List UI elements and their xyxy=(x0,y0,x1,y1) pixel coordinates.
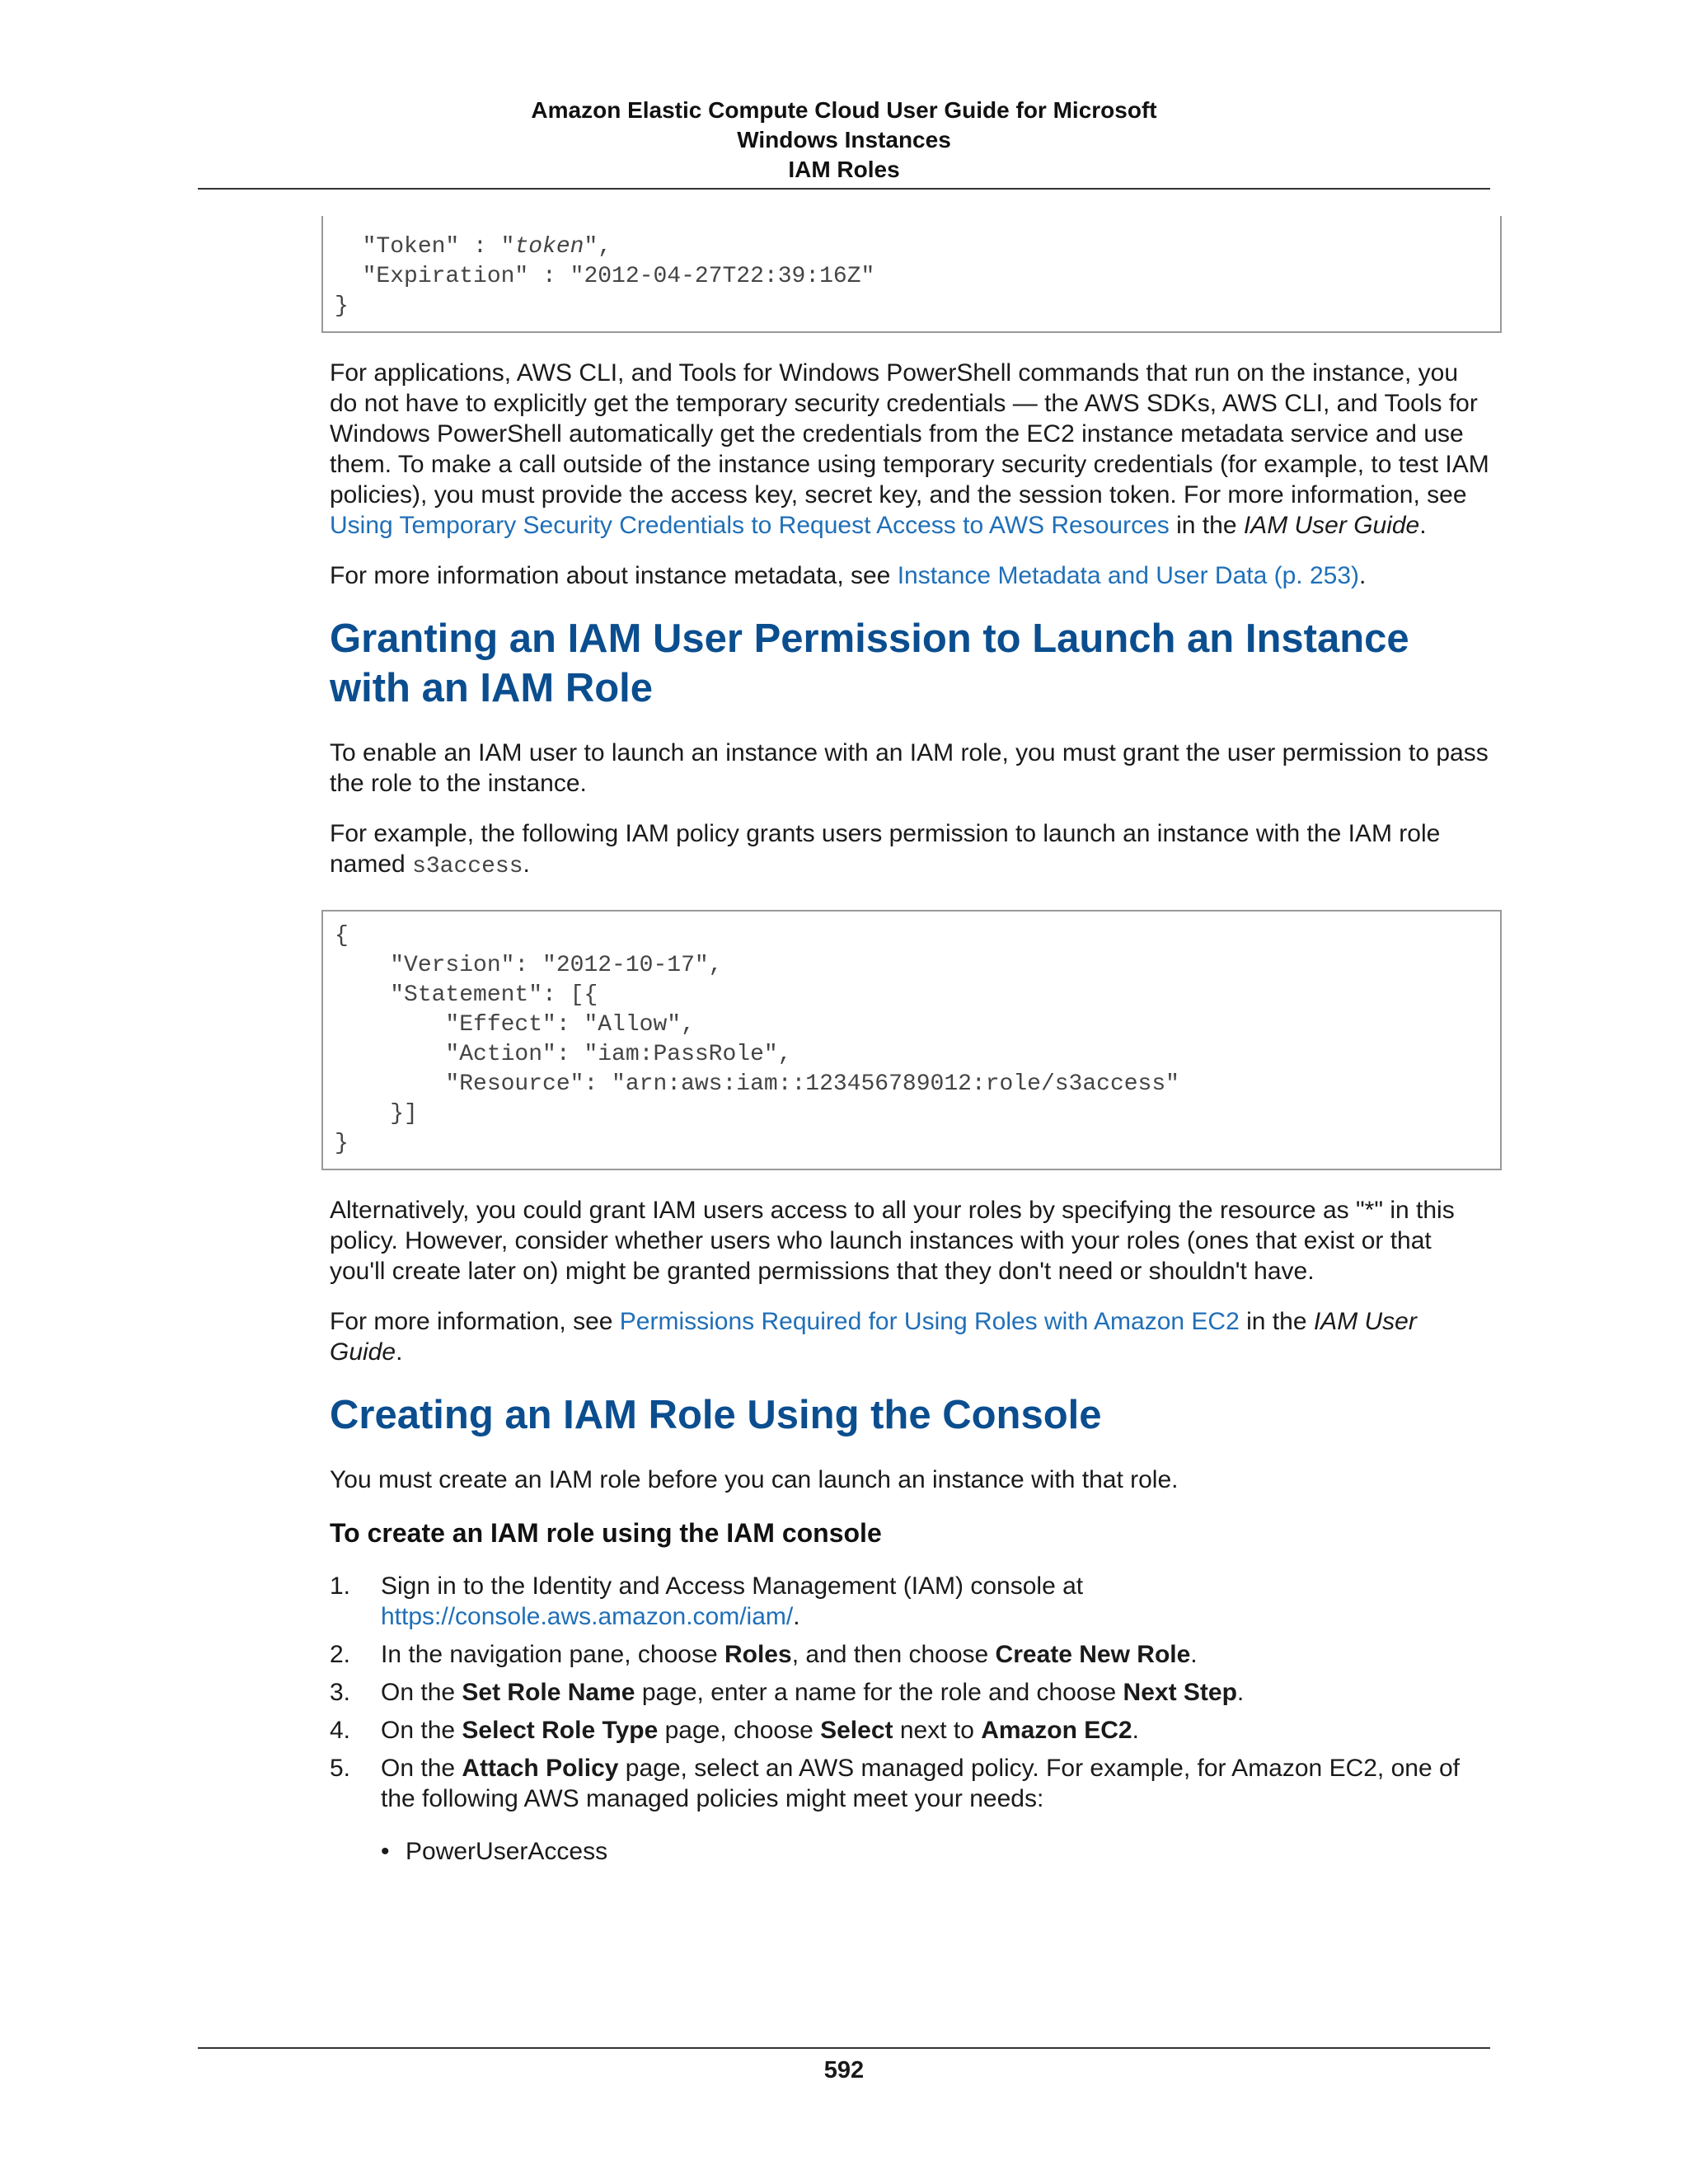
header-line-2: Windows Instances xyxy=(737,127,951,152)
code-line: } xyxy=(335,293,349,319)
page-number: 592 xyxy=(823,2057,865,2083)
page-header xyxy=(198,96,1490,185)
heading-granting-permission: Granting an IAM User Permission to Launch an Instance with an IAM Role xyxy=(330,616,1409,710)
code-line: ", xyxy=(584,234,612,260)
code-line: }] xyxy=(335,1101,418,1127)
code-block-credentials xyxy=(321,216,1502,333)
procedure-title: To create an IAM role using the IAM console xyxy=(330,1518,882,1548)
footer-rule xyxy=(198,2047,1490,2049)
bullet-icon: • xyxy=(381,1838,390,1865)
code-line: { xyxy=(335,923,349,949)
italic-guide-title: IAM User Guide xyxy=(330,1308,1417,1366)
code-line: "Action": "iam:PassRole", xyxy=(335,1042,792,1067)
paragraph-alternative: Alternatively, you could grant IAM users access to all your roles by specifying the resource as "*" in this policy. However, consider whether users who launch instances with your roles (ones that exist or that you'll create later on) might be granted permissions that they don't need or shouldn't have. xyxy=(330,1197,1455,1285)
step-1: 1. Sign in to the Identity and Access Management (IAM) console at https://console.aws.amazon.com/iam/. xyxy=(330,1572,1084,1630)
header-line-3: IAM Roles xyxy=(788,157,900,182)
link-temporary-credentials[interactable]: Using Temporary Security Credentials to Request Access to AWS Resources xyxy=(330,512,1170,539)
link-iam-console[interactable]: https://console.aws.amazon.com/iam/ xyxy=(381,1603,794,1630)
paragraph-metadata: For more information about instance metadata, see Instance Metadata and User Data (p. 253). xyxy=(330,562,1367,589)
paragraph-policy-example: For example, the following IAM policy grants users permission to launch an instance with the IAM role named s3access. xyxy=(330,820,1441,879)
link-instance-metadata[interactable]: Instance Metadata and User Data (p. 253) xyxy=(897,562,1360,589)
bullet-item xyxy=(330,1836,1492,1867)
page-content xyxy=(330,216,1492,1867)
procedure-steps xyxy=(330,1571,1492,1814)
code-line: "Statement": [{ xyxy=(335,982,598,1008)
header-line-1: Amazon Elastic Compute Cloud User Guide for Microsoft xyxy=(531,97,1157,123)
code-line: } xyxy=(335,1131,349,1156)
code-line: "Expiration" : "2012-04-27T22:39:16Z" xyxy=(335,264,875,289)
italic-guide-title: IAM User Guide xyxy=(1243,512,1420,539)
step-3: 3. On the Set Role Name page, enter a name for the role and choose Next Step. xyxy=(330,1679,1245,1706)
step-2: 2. In the navigation pane, choose Roles, and then choose Create New Role. xyxy=(330,1641,1198,1668)
code-line: "Resource": "arn:aws:iam::123456789012:role/s3access" xyxy=(335,1071,1179,1097)
code-line: "Effect": "Allow", xyxy=(335,1012,695,1038)
code-block-policy xyxy=(321,910,1502,1170)
paragraph-create-before-launch: You must create an IAM role before you can launch an instance with that role. xyxy=(330,1466,1179,1493)
paragraph-credentials: For applications, AWS CLI, and Tools for Windows PowerShell commands that run on the instance, you do not have to explicitly get the temporary security credentials — the AWS SDKs, AWS CLI, and Tools for Windows PowerShell automatically get the credentials from the EC2 instance metadata service and use them. To make a call outside of the instance using temporary security credentials (for example, to test IAM policies), you must provide the access key, secret key, and the session token. For more information, see Using Temporary Security Credentials to Request Access to AWS Resources in the IAM User Guide. xyxy=(330,359,1489,539)
paragraph-enable-user: To enable an IAM user to launch an instance with an IAM role, you must grant the user permission to pass the role to the instance. xyxy=(330,739,1489,797)
inline-code-role-name: s3access xyxy=(412,854,523,879)
code-line: "Token" : " xyxy=(335,234,515,260)
link-permissions-required[interactable]: Permissions Required for Using Roles with Amazon EC2 xyxy=(619,1308,1240,1335)
code-token-placeholder: token xyxy=(514,234,584,260)
step-5: 5. On the Attach Policy page, select an AWS managed policy. For example, for Amazon EC2, one of the following AWS managed policies might meet your needs: xyxy=(330,1755,1461,1812)
paragraph-permissions-more-info: For more information, see Permissions Required for Using Roles with Amazon EC2 in the IAM User Guide. xyxy=(330,1308,1417,1366)
step-4: 4. On the Select Role Type page, choose Select next to Amazon EC2. xyxy=(330,1717,1139,1744)
code-line: "Version": "2012-10-17", xyxy=(335,953,723,978)
heading-creating-role: Creating an IAM Role Using the Console xyxy=(330,1393,1102,1437)
policy-name: PowerUserAccess xyxy=(406,1838,608,1865)
header-rule xyxy=(198,188,1490,190)
